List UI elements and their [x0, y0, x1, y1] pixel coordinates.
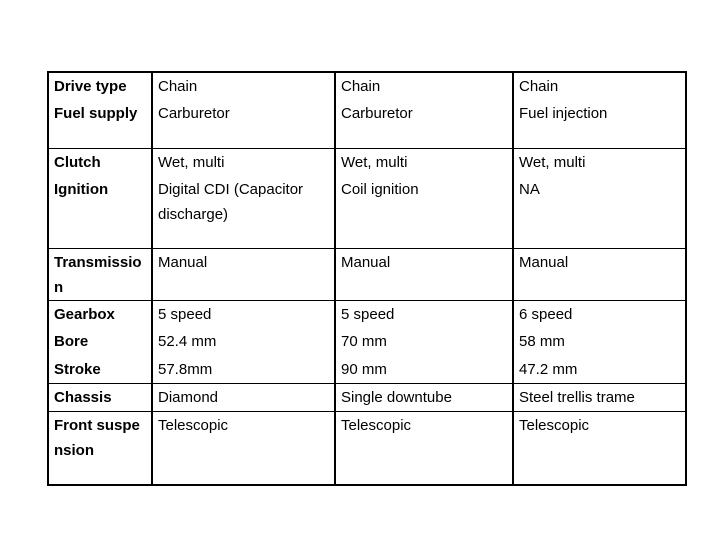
spec-comparison-table [47, 71, 687, 486]
table-cell: Single downtube [335, 383, 513, 411]
table-cell: Carburetor [335, 100, 513, 148]
table-cell: Telescopic [513, 411, 686, 485]
table-cell: 52.4 mm [152, 328, 335, 356]
table-cell: Wet, multi [335, 148, 513, 176]
table-cell: 47.2 mm [513, 356, 686, 383]
table-row [48, 148, 686, 176]
row-label: Drive type [48, 72, 152, 100]
table-row [48, 411, 686, 485]
table-row [48, 328, 686, 356]
table-cell: NA [513, 176, 686, 248]
table-cell: Wet, multi [513, 148, 686, 176]
table-cell: Digital CDI (Capacitor discharge) [152, 176, 335, 248]
table-cell: Wet, multi [152, 148, 335, 176]
table-row [48, 248, 686, 300]
table-cell: Telescopic [335, 411, 513, 485]
table-cell: 57.8mm [152, 356, 335, 383]
table-row [48, 300, 686, 328]
table-cell: Fuel injection [513, 100, 686, 148]
row-label: Front suspension [48, 411, 152, 485]
table-cell: 5 speed [152, 300, 335, 328]
table-cell: Chain [335, 72, 513, 100]
table-cell: Telescopic [152, 411, 335, 485]
table-cell: Diamond [152, 383, 335, 411]
table-cell: Chain [513, 72, 686, 100]
table-cell: Chain [152, 72, 335, 100]
table-cell: Steel trellis trame [513, 383, 686, 411]
table-row [48, 383, 686, 411]
table-row [48, 356, 686, 383]
row-label: Transmission [48, 248, 152, 300]
row-label: Gearbox [48, 300, 152, 328]
table-cell: Carburetor [152, 100, 335, 148]
row-label: Ignition [48, 176, 152, 248]
row-label: Chassis [48, 383, 152, 411]
table-cell: 90 mm [335, 356, 513, 383]
table-cell: 5 speed [335, 300, 513, 328]
table-cell: 58 mm [513, 328, 686, 356]
row-label: Clutch [48, 148, 152, 176]
table-row [48, 176, 686, 248]
table-cell: 70 mm [335, 328, 513, 356]
row-label: Bore [48, 328, 152, 356]
row-label: Stroke [48, 356, 152, 383]
table-cell: Manual [152, 248, 335, 300]
table-cell: Coil ignition [335, 176, 513, 248]
table-cell: 6 speed [513, 300, 686, 328]
table-cell: Manual [335, 248, 513, 300]
table-row [48, 72, 686, 100]
table-cell: Manual [513, 248, 686, 300]
table-row [48, 100, 686, 148]
row-label: Fuel supply [48, 100, 152, 148]
